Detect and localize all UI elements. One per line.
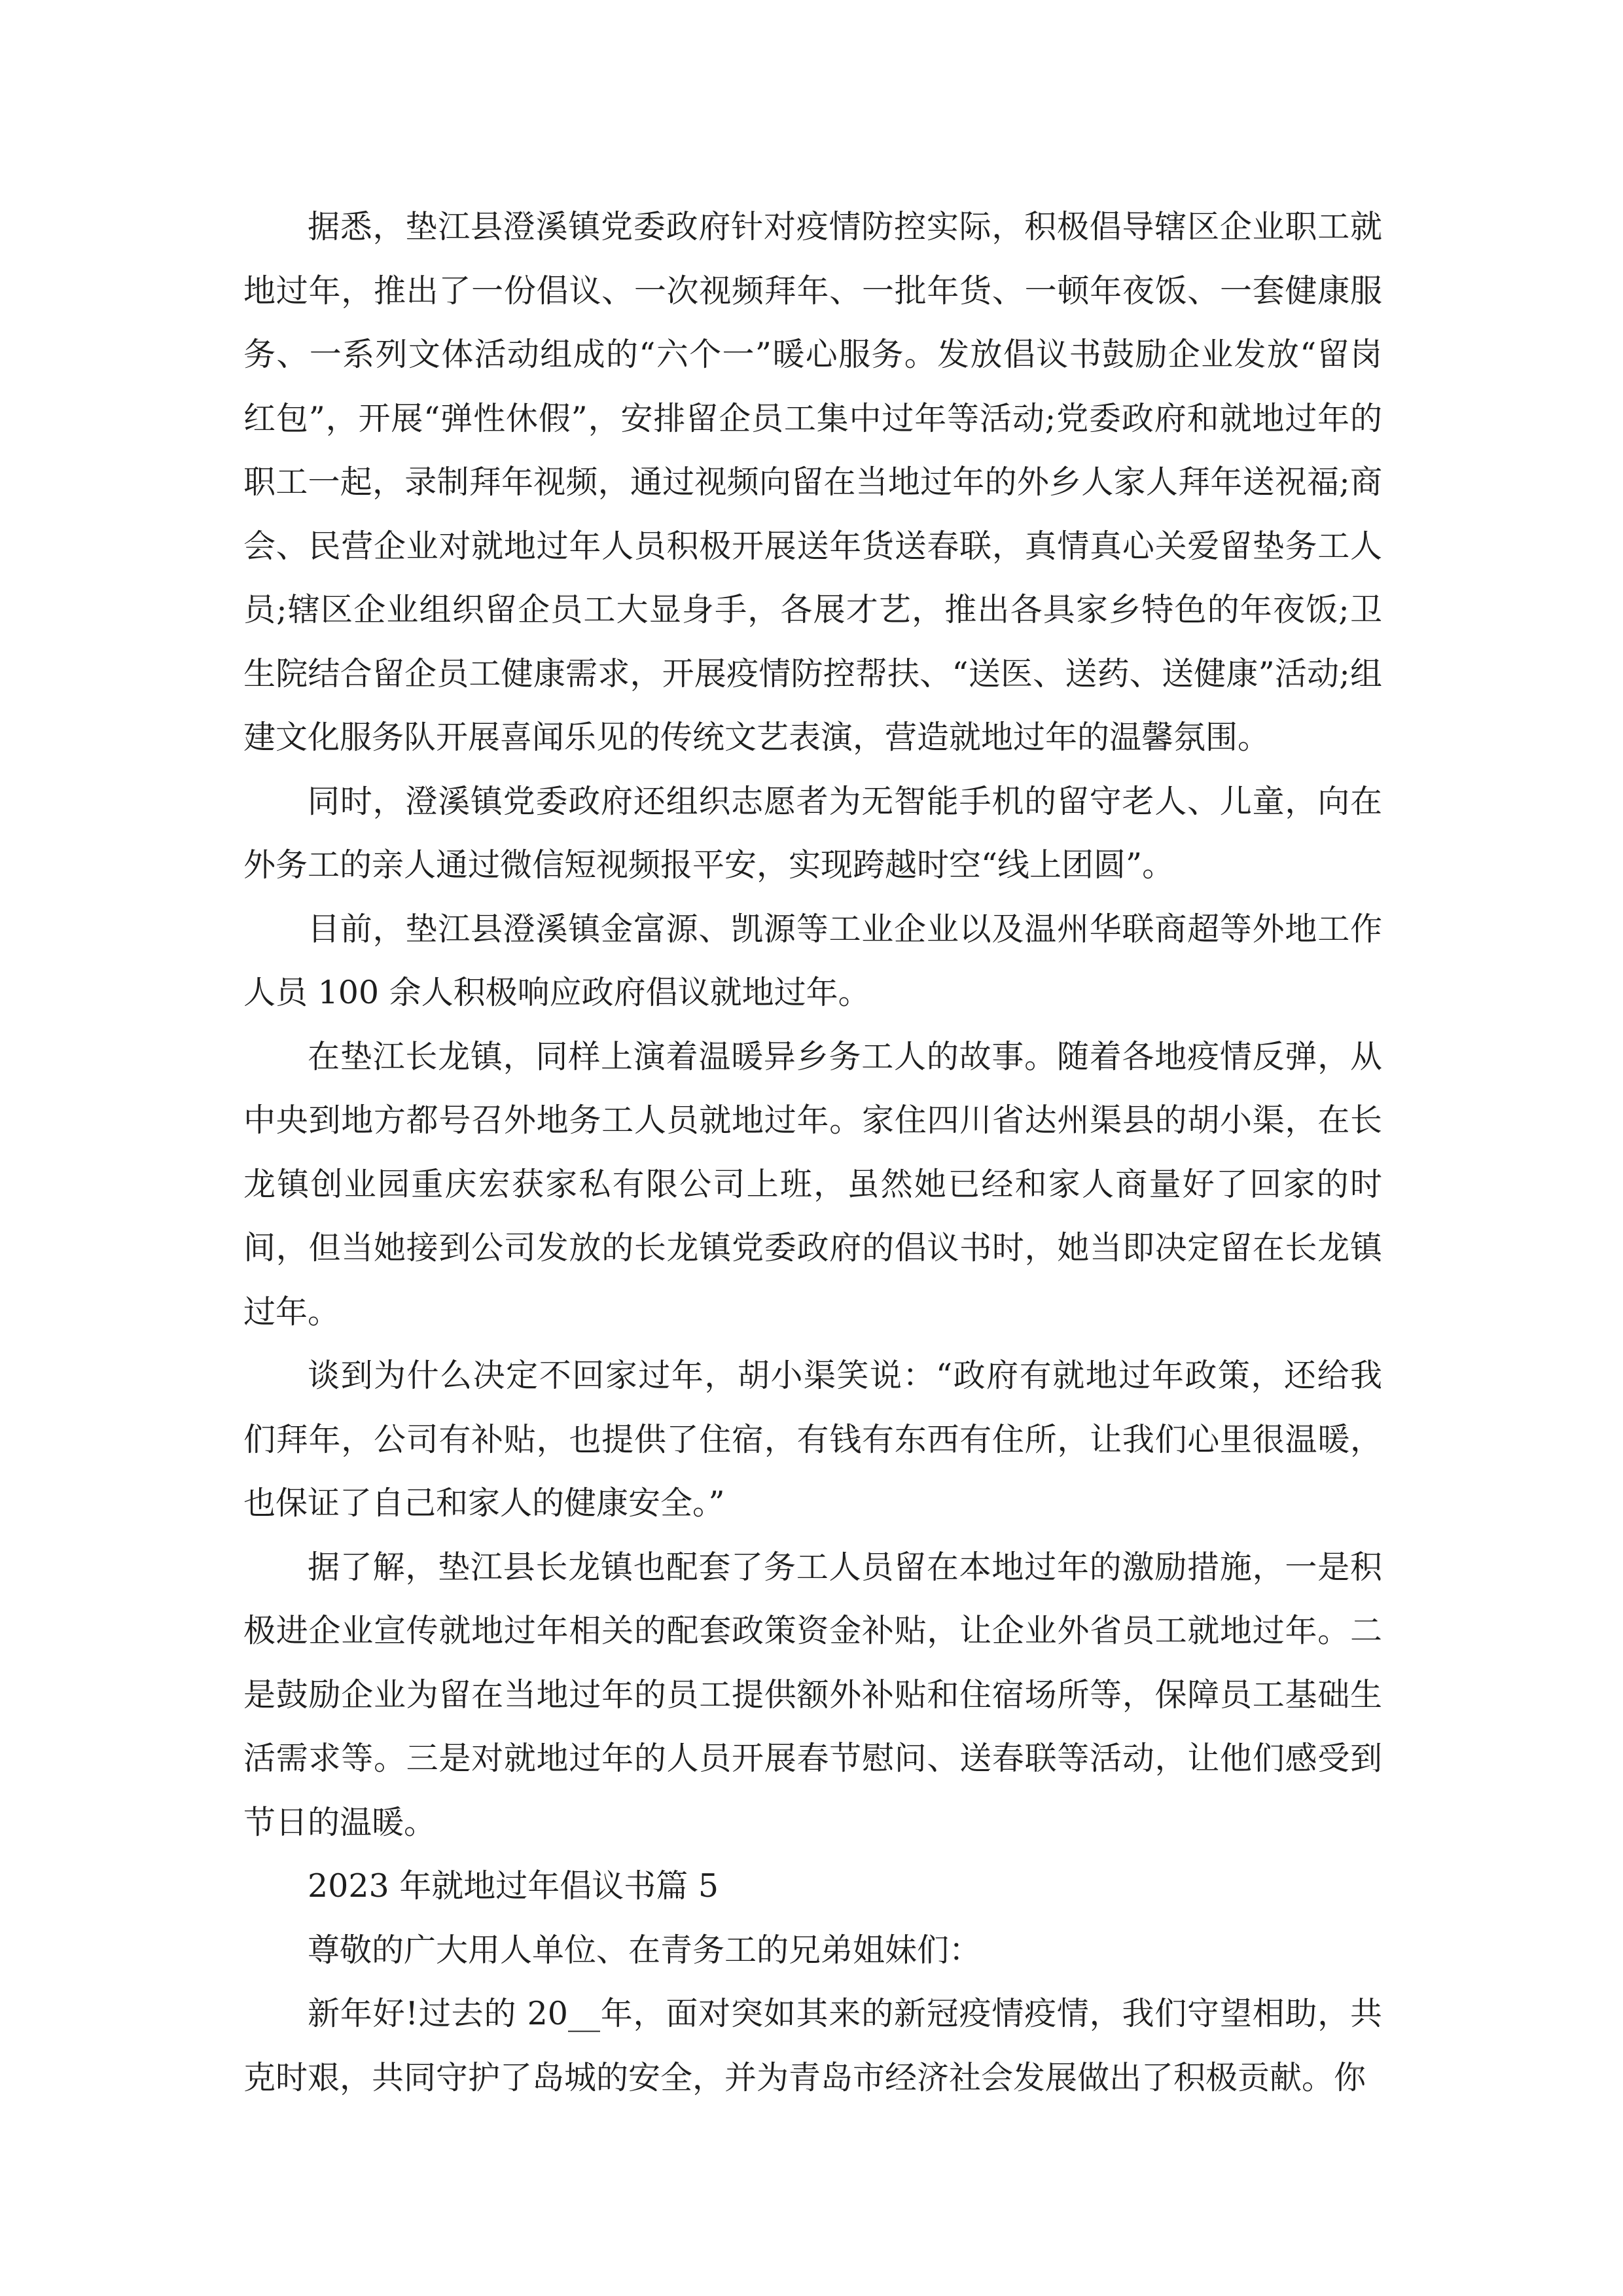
paragraph-incentive-measures: 据了解，垫江县长龙镇也配套了务工人员留在本地过年的激励措施，一是积极进企业宣传就地过年相关的配套政策资金补贴，让企业外省员工就地过年。二是鼓励企业为留在当地过年的员工提供额外补贴和住宿场所等，保障员工基础生活需求等。三是对就地过年的人员开展春节慰问、送春联等活动，让他们感受到节日的温暖。 — [243, 1548, 1382, 1841]
salutation: 尊敬的广大用人单位、在青务工的兄弟姐妹们： — [308, 1931, 982, 1969]
paragraph-current-workers: 目前，垫江县澄溪镇金富源、凯源等工业企业以及温州华联商超等外地工作人员 100 余人积极响应政府倡议就地过年。 — [243, 910, 1382, 1011]
paragraph-chengxi-services: 据悉，垫江县澄溪镇党委政府针对疫情防控实际，积极倡导辖区企业职工就地过年，推出了一份倡议、一次视频拜年、一批年货、一顿年夜饭、一套健康服务、一系列文体活动组成的“六个一”暖心服务。发放倡议书鼓励企业发放“留岗红包”，开展“弹性休假”，安排留企员工集中过年等活动;党委政府和就地过年的职工一起，录制拜年视频，通过视频向留在当地过年的外乡人家人拜年送祝福;商会、民营企业对就地过年人员积极开展送年货送春联，真情真心关爱留垫务工人员;辖区企业组织留企员工大显身手，各展才艺，推出各具家乡特色的年夜饭;卫生院结合留企员工健康需求，开展疫情防控帮扶、“送医、送药、送健康”活动;组建文化服务队开展喜闻乐见的传统文艺表演，营造就地过年的温馨氛围。 — [243, 208, 1382, 756]
paragraph-changlong-story: 在垫江长龙镇，同样上演着温暖异乡务工人的故事。随着各地疫情反弹，从中央到地方都号召外地务工人员就地过年。家住四川省达州渠县的胡小渠，在长龙镇创业园重庆宏获家私有限公司上班，虽然她已经和家人商量好了回家的时间，但当她接到公司发放的长龙镇党委政府的倡议书时，她当即决定留在长龙镇过年。 — [243, 1037, 1382, 1331]
paragraph-quote: 谈到为什么决定不回家过年，胡小渠笑说：“政府有就地过年政策，还给我们拜年，公司有补贴，也提供了住宿，有钱有东西有住所，让我们心里很温暖，也保证了自己和家人的健康安全。” — [243, 1357, 1382, 1522]
document-body — [243, 195, 1382, 2109]
paragraph-new-year-greeting: 新年好!过去的 20__年，面对突如其来的新冠疫情疫情，我们守望相助，共克时艰，共同守护了岛城的安全，并为青岛市经济社会发展做出了积极贡献。你 — [243, 1995, 1382, 2096]
paragraph-volunteers: 同时，澄溪镇党委政府还组织志愿者为无智能手机的留守老人、儿童，向在外务工的亲人通过微信短视频报平安，实现跨越时空“线上团圆”。 — [243, 782, 1382, 884]
section-heading: 2023 年就地过年倡议书篇 5 — [308, 1867, 719, 1905]
